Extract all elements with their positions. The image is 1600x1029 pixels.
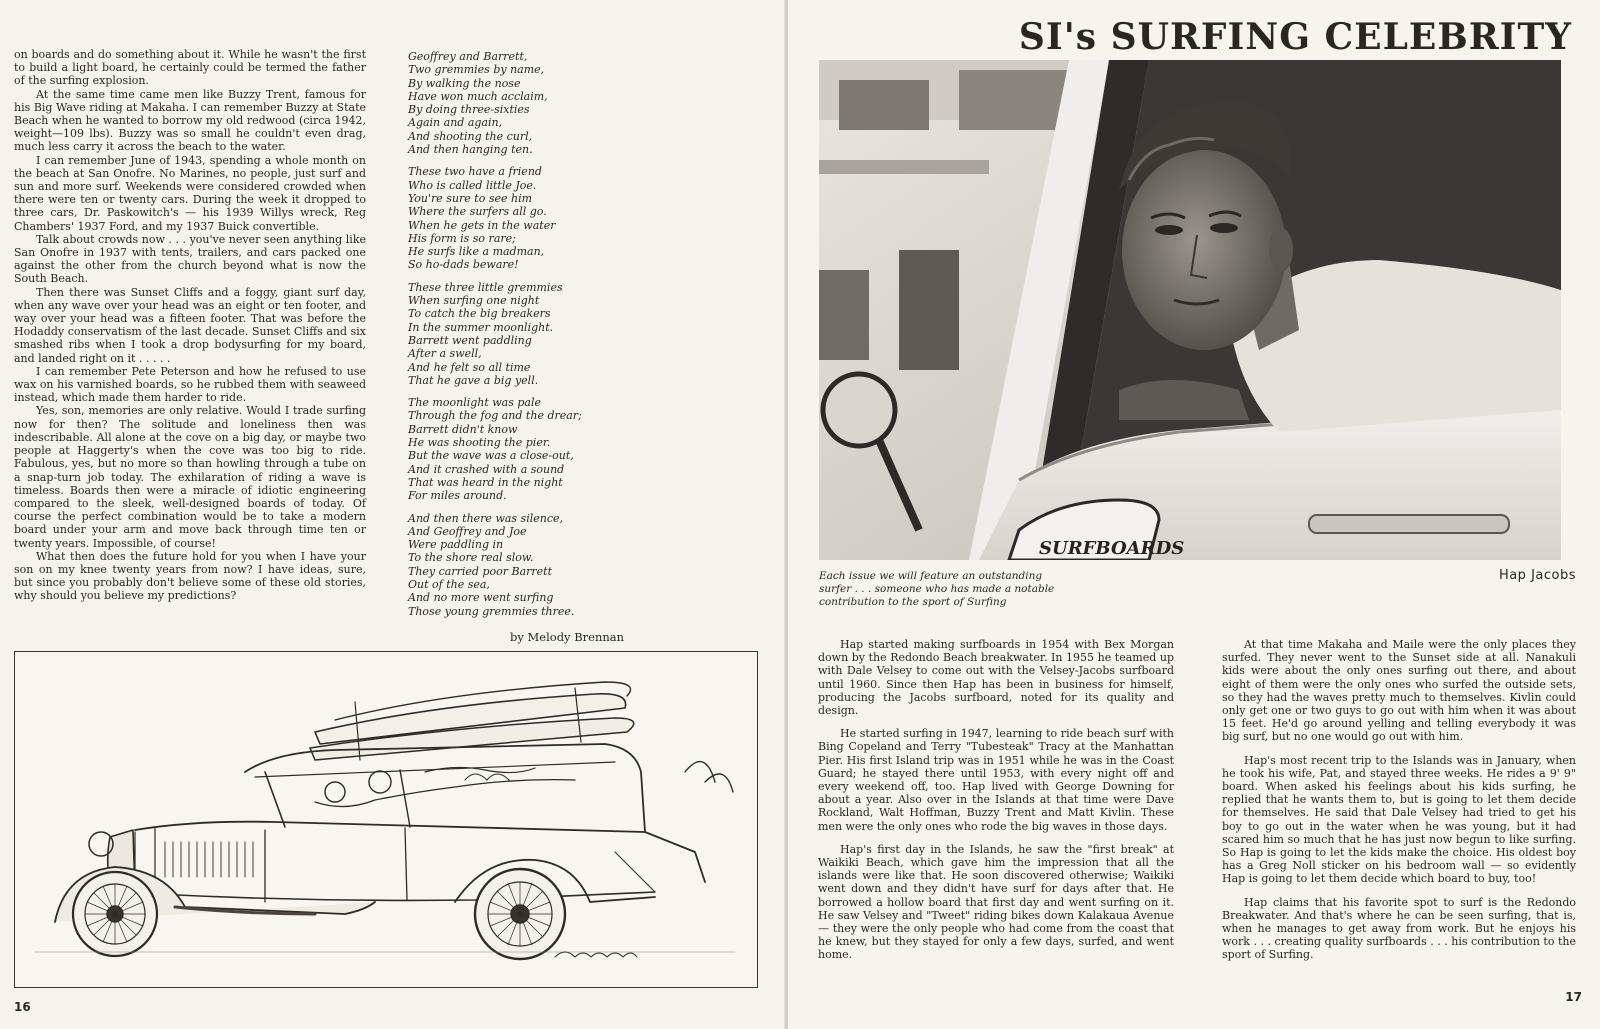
surfer-in-car-window-photo xyxy=(819,60,1561,560)
page-number-right: 17 xyxy=(1565,990,1582,1004)
left-page xyxy=(0,0,786,1029)
article-paragraph: Hap's first day in the Islands, he saw the "first break" at Waikiki Beach, which gave him the impression that all the islands were like that. He soon discovered otherwise; Waikiki went down and they didn't have surf for days after that. He borrowed a hollow board that first day and went surfing on it. He saw Velsey and "Tweet" riding bikes down Kalakaua Avenue — they were the only people who had come from the coast that he knew, but they stayed for only a few days, surfed, and went home. xyxy=(818,842,1174,962)
poem-line: In the summer moonlight. xyxy=(408,320,554,334)
caption-line: contribution to the sport of Surfing xyxy=(819,596,1007,608)
caption-line: surfer . . . someone who has made a notable xyxy=(819,583,1055,595)
poem-line: For miles around. xyxy=(408,489,507,503)
hap-jacobs-photo xyxy=(819,60,1561,560)
poem-line: Out of the sea, xyxy=(408,577,490,591)
poem-line: Where the surfers all go. xyxy=(408,205,547,219)
poem-line: They carried poor Barrett xyxy=(408,564,552,578)
poem-line: By walking the nose xyxy=(408,76,521,90)
article-paragraph: Yes, son, memories are only relative. Would I trade surfing now for then? The solitude and loneliness then was indescribable. All alone at the cove on a big day, or maybe two people at Haggerty's when the cove was too big to ride. Fabulous, yes, but no more so than howling through a tube on a snap-turn job today. The exhilaration of riding a wave is timeless. Boards then were a miracle of idiotic engineering compared to the sleek, well-designed boards of today. Of course the perfect combination would be to take a modern board under your arm and move back through time ten or twenty years. Impossible, of course! xyxy=(14,404,366,550)
poem-line: To the shore real slow. xyxy=(408,551,534,565)
poem-line: These two have a friend xyxy=(408,165,542,179)
poem-stanza xyxy=(408,50,618,156)
poem-line: Have won much acclaim, xyxy=(408,89,548,103)
poem-line: And then hanging ten. xyxy=(408,143,533,157)
photo-caption xyxy=(819,570,1119,609)
poem-stanza xyxy=(408,396,618,502)
poem-line: These three little gremmies xyxy=(408,280,563,294)
poem-line: And shooting the curl, xyxy=(408,129,533,143)
poem-line: Those young gremmies three. xyxy=(408,604,575,618)
left-article-column xyxy=(14,48,366,603)
poem-line: Were paddling in xyxy=(408,538,504,552)
poem-line: And it crashed with a sound xyxy=(408,462,565,476)
article-paragraph: I can remember June of 1943, spending a whole month on the beach at San Onofre. No Marines, no people, just surf and sun and more surf. Weekends were considered crowded when there were ten or twenty cars. During the week it dropped to three cars, Dr. Paskowitch's — his 1939 Willys wreck, Reg Chambers' 1937 Ford, and my 1937 Buick convertible. xyxy=(14,153,366,233)
poem-line: But the wave was a close-out, xyxy=(408,449,574,463)
poem xyxy=(408,50,618,627)
poem-line: Geoffrey and Barrett, xyxy=(408,50,528,63)
car-sketch-illustration xyxy=(14,651,758,988)
poem-line: And Geoffrey and Joe xyxy=(408,524,527,538)
article-paragraph: Hap claims that his favorite spot to surf is the Redondo Breakwater. And that's where he can be seen surfing, that is, when he manages to get away from work. But he enjoys his work . . . creating quality surfboards . . . his contribution to the sport of Surfing. xyxy=(1222,895,1576,962)
page-number-left: 16 xyxy=(14,1000,31,1014)
article-paragraph: on boards and do something about it. While he wasn't the first to build a light board, he certainly could be termed the father of the surfing explosion. xyxy=(14,48,366,88)
article-paragraph: Then there was Sunset Cliffs and a foggy, giant surf day, when any wave over your head was an eight or ten footer, and way over your head was a fifteen footer. That was before the Hodaddy conservatism of the last decade. Sunset Cliffs and six smashed ribs when I took a drop bodysurfing for my board, and landed right on it . . . . . xyxy=(14,285,366,365)
article-paragraph: Hap's most recent trip to the Islands was in January, when he took his wife, Pat, and stayed three weeks. He rides a 9' 9" board. When asked his feelings about his kids surfing, he replied that he wants them to, but is going to let them decide for themselves. He said that Dale Velsey had tried to get his boy to go out in the water when he was young, but it had scared him so much that he has just now begun to like surfing. So Hap is going to let the kids make the choice. His oldest boy has a Greg Noll sticker on his bedroom wall — so evidently Hap is going to let them decide which board to buy, too! xyxy=(1222,753,1576,886)
woody-car-with-surfboards-drawing xyxy=(15,652,757,987)
poem-line: Who is called little Joe. xyxy=(408,178,537,192)
profile-column-2 xyxy=(1222,638,1576,972)
poem-byline: by Melody Brennan xyxy=(510,630,625,644)
poem-line: That was heard in the night xyxy=(408,475,563,489)
photo-subject-name: Hap Jacobs xyxy=(1498,568,1576,583)
poem-line: The moonlight was pale xyxy=(408,396,542,410)
article-paragraph: What then does the future hold for you when I have your son on my knee twenty years from now? I have ideas, sure, but since you probably don't believe some of these old stories, why should you believe my predictions? xyxy=(14,549,366,603)
article-paragraph: At the same time came men like Buzzy Trent, famous for his Big Wave riding at Makaha. I can remember Buzzy at State Beach when he wanted to borrow my old redwood (circa 1942, weight—109 lbs). Buzzy was so small he couldn't even drag, much less carry it across the beach to the water. xyxy=(14,87,366,154)
poem-stanza xyxy=(408,512,618,618)
poem-line: And then there was silence, xyxy=(408,511,563,525)
article-paragraph: I can remember Pete Peterson and how he refused to use wax on his varnished boards, so he rubbed them with seaweed instead, which made them harder to ride. xyxy=(14,364,366,405)
article-paragraph: Talk about crowds now . . . you've never seen anything like San Onofre in 1937 with tents, trailers, and cars packed one against the other from the church beyond what is now the South Beach. xyxy=(14,232,366,286)
poem-line: When he gets in the water xyxy=(408,218,556,232)
poem-line: He was shooting the pier. xyxy=(408,436,551,450)
poem-line: Again and again, xyxy=(408,116,503,130)
article-paragraph: He started surfing in 1947, learning to ride beach surf with Bing Copeland and Terry "Tubesteak" Tracy at the Manhattan Pier. His first Island trip was in 1951 while he was in the Coast Guard; he stayed there until 1953, with every night off and every weekend off, too. Hap lived with George Downing for about a year. Also over in the Islands at that time were Dave Rockland, Walt Hoffman, Buzzy Trent and Matt Kivlin. These men were the only ones who rode the big waves in those days. xyxy=(818,727,1174,833)
page-headline: SI's SURFING CELEBRITY xyxy=(1018,16,1572,58)
poem-line: That he gave a big yell. xyxy=(408,373,539,387)
poem-line: By doing three-sixties xyxy=(408,103,530,117)
profile-column-1 xyxy=(818,638,1174,972)
poem-line: Barrett didn't know xyxy=(408,422,518,436)
poem-line: So ho-dads beware! xyxy=(408,258,519,272)
poem-line: To catch the big breakers xyxy=(408,307,551,321)
article-paragraph: Hap started making surfboards in 1954 with Bex Morgan down by the Redondo Beach breakwater. In 1955 he teamed up with Dale Velsey to come out with the Velsey-Jacobs surfboard until 1960. Since then Hap has been in business for himself, producing the Jacobs surfboard, noted for its quality and design. xyxy=(818,638,1174,718)
caption-line: Each issue we will feature an outstanding xyxy=(819,570,1043,582)
poem-line: He surfs like a madman, xyxy=(408,245,545,259)
poem-line: Barrett went paddling xyxy=(408,333,532,347)
poem-line: And he felt so all time xyxy=(408,360,531,374)
photo-board-logo-text: SURFBOARDS xyxy=(1039,538,1185,559)
right-page xyxy=(788,0,1600,1029)
poem-line: You're sure to see him xyxy=(408,191,533,205)
article-paragraph: At that time Makaha and Maile were the only places they surfed. They never went to the Sunset side at all. Nanakuli kids were about the only ones surfing out there, and about eight of them were the only ones who surfed the outside sets, so they had the waves pretty much to themselves. Kivlin could only get one or two guys to go out with him when it was about 15 feet. He'd go around yelling and telling everybody it was big surf, but no one would go out with him. xyxy=(1222,638,1576,744)
poem-line: His form is so rare; xyxy=(408,231,516,245)
poem-line: Through the fog and the drear; xyxy=(408,409,582,423)
poem-stanza xyxy=(408,281,618,387)
poem-stanza xyxy=(408,165,618,271)
poem-line: Two gremmies by name, xyxy=(408,63,545,77)
poem-line: And no more went surfing xyxy=(408,591,554,605)
poem-line: When surfing one night xyxy=(408,294,540,308)
poem-line: After a swell, xyxy=(408,347,482,361)
